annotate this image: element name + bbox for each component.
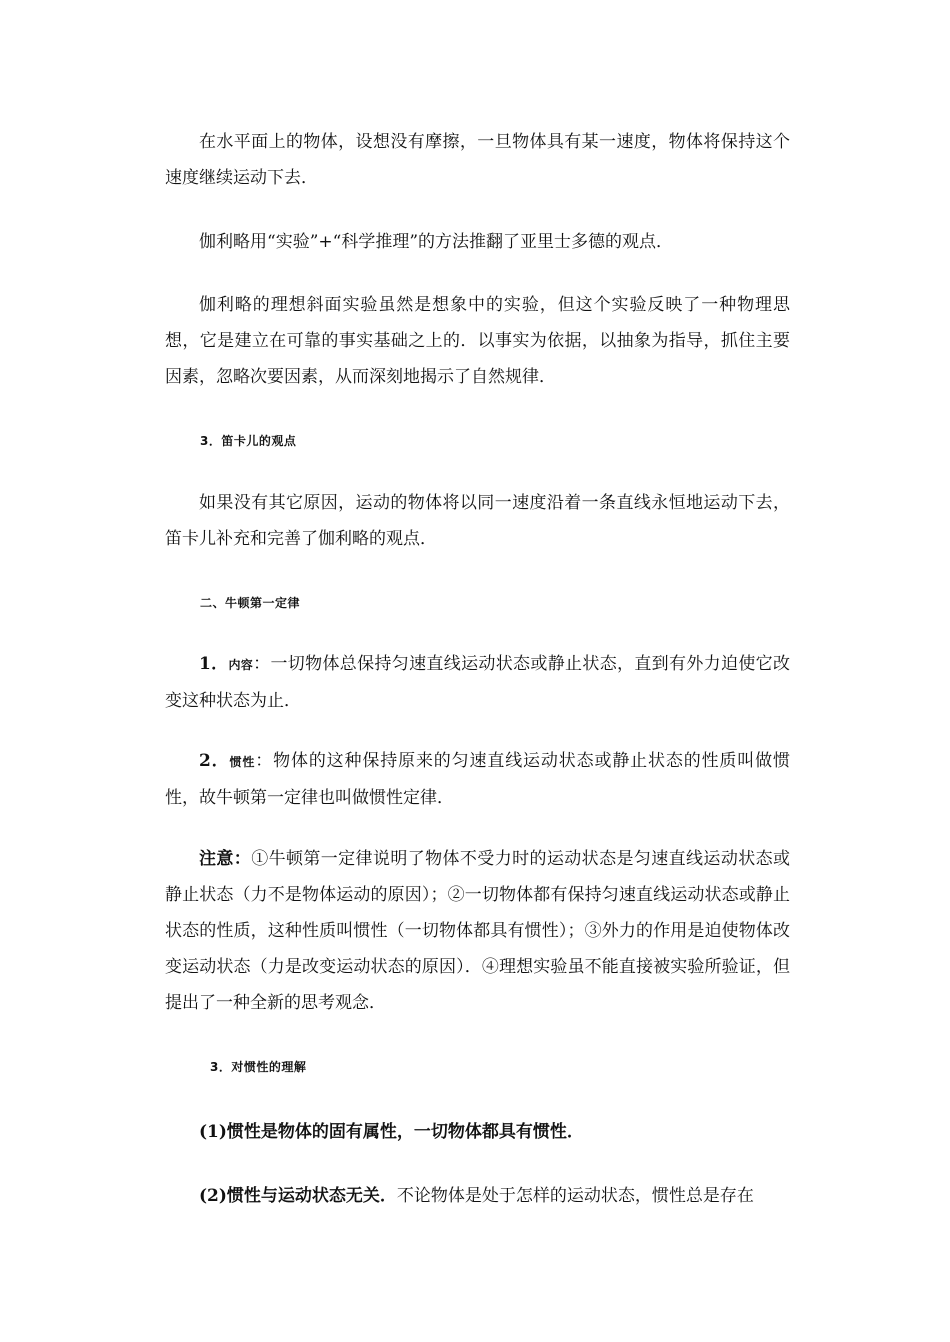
paragraph-ideal-experiment: 伽利略的理想斜面实验虽然是想象中的实验，但这个实验反映了一种物理思想，它是建立在可靠的事实基础之上的．以事实为依据，以抽象为指导，抓住主要因素，忽略次要因素，从而深刻地揭示了自然规律． [165, 295, 790, 387]
content-text: ：一切物体总保持匀速直线运动状态或静止状态，直到有外力迫使它改变这种状态为止． [165, 654, 790, 711]
paragraph-inertia-independent [165, 1178, 790, 1214]
inertia-text: ：物体的这种保持原来的匀速直线运动状态或静止状态的性质叫做惯性，故牛顿第一定律也叫做惯性定律． [165, 751, 790, 808]
paragraph-galileo-method: 伽利略用“实验”+“科学推理”的方法推翻了亚里士多德的观点． [199, 232, 674, 252]
content-label: 内容 [228, 658, 254, 672]
heading-descartes-view: 3．笛卡儿的观点 [200, 434, 297, 448]
u2-bold: (2)惯性与运动状态无关． [199, 1186, 397, 1206]
inertia-label: 惯性 [229, 755, 256, 769]
paragraph-law-content [165, 646, 790, 719]
inertia-number: 2． [199, 751, 230, 771]
note-label: 注意： [199, 849, 252, 869]
paragraph-inertia-definition [165, 743, 790, 816]
content-number: 1． [199, 654, 229, 674]
paragraph-descartes: 如果没有其它原因，运动的物体将以同一速度沿着一条直线永恒地运动下去，笛卡儿补充和完善了伽利略的观点． [165, 493, 790, 549]
paragraph-notes [165, 841, 790, 1021]
heading-newton-first-law: 二、牛顿第一定律 [200, 596, 301, 610]
u2-text: 不论物体是处于怎样的运动状态，惯性总是存在 [396, 1186, 754, 1206]
paragraph-horizontal-motion: 在水平面上的物体，设想没有摩擦，一旦物体具有某一速度，物体将保持这个速度继续运动下去． [165, 132, 790, 188]
note-text: ①牛顿第一定律说明了物体不受力时的运动状态是匀速直线运动状态或静止状态（力不是物体运动的原因）；②一切物体都有保持匀速直线运动状态或静止状态的性质，这种性质叫惯性（一切物体都具有惯性）；③外力的作用是迫使物体改变运动状态（力是改变运动状态的原因）．④理想实验虽不能直接被实验所验证，但提出了一种全新的思考观念． [165, 849, 791, 1013]
heading-understanding-inertia: 3．对惯性的理解 [210, 1060, 307, 1074]
paragraph-inertia-property: (1)惯性是物体的固有属性，一切物体都具有惯性． [199, 1122, 584, 1142]
